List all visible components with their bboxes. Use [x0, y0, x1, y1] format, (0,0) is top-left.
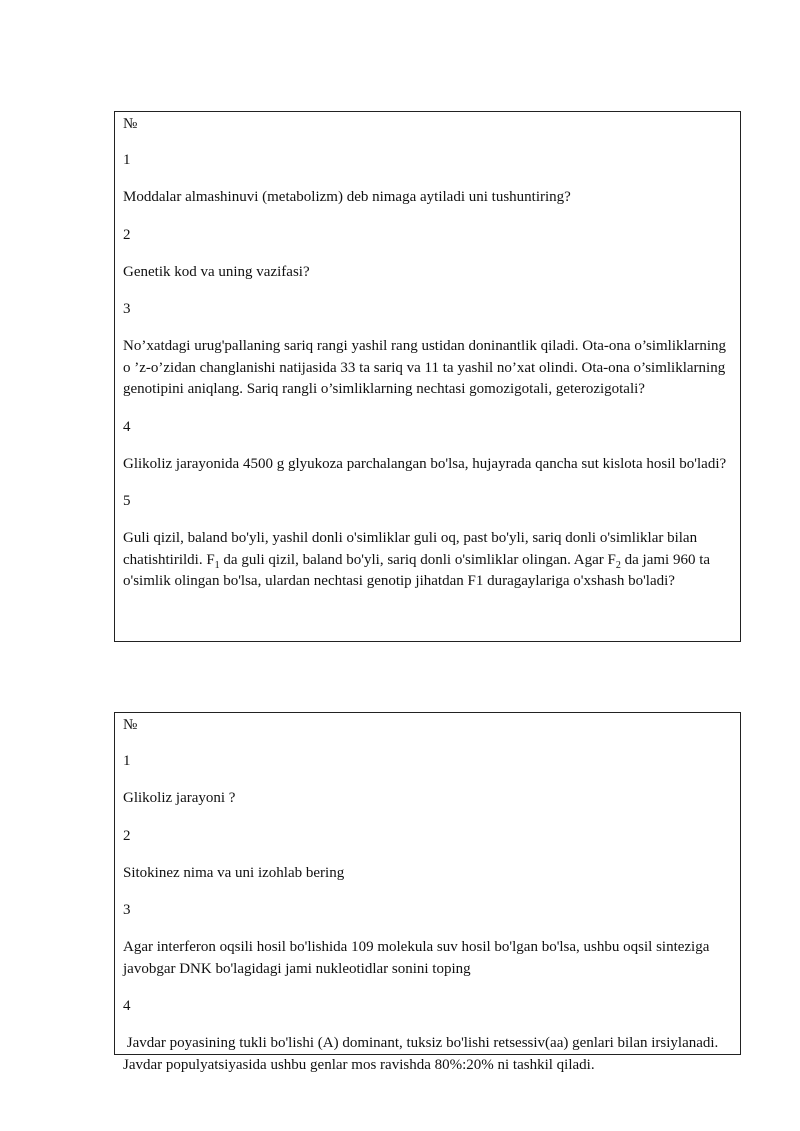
question-text: Glikoliz jarayoni ?: [123, 790, 236, 806]
question-number: 1: [123, 753, 131, 769]
number-sign-header: №: [123, 116, 138, 132]
question-text: No’xatdagi urug'pallaning sariq rangi yashil rang ustidan doninantlik qiladi. Ota-ona o’simliklarning o ’z-o’zidan changlanishi natijasida 33 ta sariq va 11 ta yashil no’xat olindi. Ota-ona o’simliklarning genotipini aniqlang. Sariq rangli o’simliklarning nechtasi gomozigotali, geterozigotali?: [123, 338, 726, 397]
question-number: 2: [123, 827, 131, 844]
question-number: 5: [123, 493, 131, 509]
subscript-two: 2: [615, 559, 621, 571]
question-text: Glikoliz jarayonida 4500 g glyukoza parchalangan bo'lsa, hujayrada qancha sut kislota hosil bo'ladi?: [123, 455, 727, 472]
number-sign-header: №: [123, 717, 138, 733]
question-number: 4: [123, 998, 131, 1014]
subscript-one: 1: [214, 559, 220, 571]
question-table-1: [114, 111, 741, 642]
question-text: Javdar poyasining tukli bo'lishi (A) dominant, tuksiz bo'lishi retsessiv(aa) genlari bilan irsiylanadi. Javdar populyatsiyasida ushbu genlar mos ravishda 80%:20% ni tashkil qiladi.: [123, 1035, 723, 1073]
question-text: Genetik kod va uning vazifasi?: [123, 263, 310, 280]
question-text: Moddalar almashinuvi (metabolizm) deb nimaga aytiladi uni tushuntiring?: [123, 189, 571, 205]
question-text: [123, 528, 732, 593]
question-text-part: da guli qizil, baland bo'yli, sariq donli o'simliklar olingan. Agar F: [219, 551, 616, 568]
question-number: 2: [123, 226, 131, 243]
question-text: Agar interferon oqsili hosil bo'lishida 109 molekula suv hosil bo'lgan bo'lsa, ushbu oqsil sinteziga javobgar DNK bo'lagidagi jami nukleotidlar sonini toping: [123, 939, 710, 977]
question-text-part: Guli qizil, baland bo'yli, yashil donli o'simliklar guli oq, past bo'yli, sariq donli o'simliklar bilan chatishtirildi. F: [123, 530, 698, 568]
question-text: Sitokinez nima va uni izohlab bering: [123, 864, 345, 881]
question-text-part: da jami 960 ta o'simlik olingan bo'lsa, ulardan nechtasi genotip jihatdan F1 duragaylariga o'xshash bo'ladi?: [123, 551, 711, 589]
question-number: 1: [123, 152, 131, 168]
question-number: 3: [123, 301, 131, 317]
question-number: 4: [123, 418, 131, 435]
question-table-2: [114, 712, 741, 1073]
question-number: 3: [123, 902, 131, 918]
